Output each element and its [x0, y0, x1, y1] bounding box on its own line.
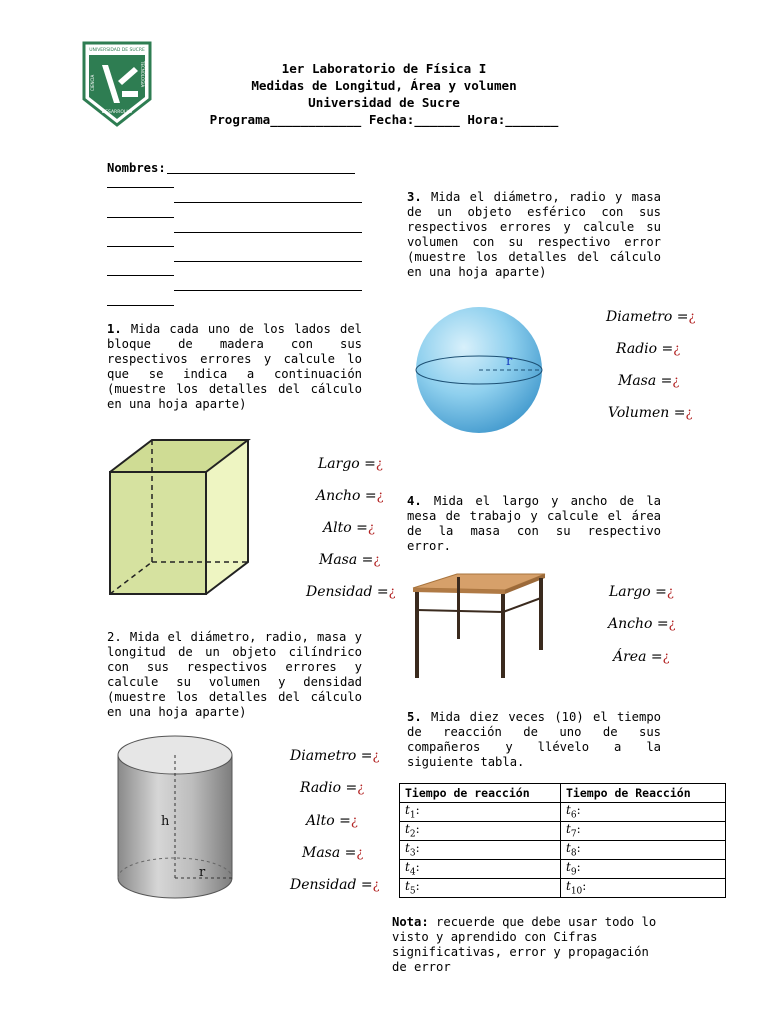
header-line-3: Universidad de Sucre: [308, 95, 460, 110]
table-cell-t3[interactable]: $t_3$:: [400, 841, 561, 860]
name-blank-4b[interactable]: [107, 275, 174, 276]
table-cell-t7[interactable]: $t_7$:: [561, 822, 726, 841]
q3-masa: Masa =¿: [618, 373, 680, 389]
wooden-block-figure: [104, 436, 252, 600]
table-header-left: Tiempo de reacción: [400, 784, 561, 803]
work-table-figure: [405, 568, 550, 683]
table-cell-t6[interactable]: $t_6$:: [561, 803, 726, 822]
logo-right-text: TECNOLOGIA: [140, 61, 145, 88]
sphere-figure: [414, 301, 544, 441]
cylinder-h-label: h: [161, 814, 170, 829]
cylinder-figure: [112, 733, 238, 903]
name-blank-5b[interactable]: [107, 305, 174, 306]
q1-densidad: Densidad =¿: [306, 584, 396, 600]
name-blank-2b[interactable]: [107, 217, 174, 218]
table-row: [400, 841, 726, 860]
q3-volumen: Volumen =¿: [608, 405, 693, 421]
q2-alto: Alto =¿: [306, 813, 358, 829]
note: [392, 915, 664, 975]
q3-body: Mida el diámetro, radio y masa de un objeto esférico con sus respectivos errores y calcule su volumen con su respectivo error (muestre los detalles del cálculo en una hoja aparte): [407, 190, 661, 279]
q1-alto: Alto =¿: [323, 520, 375, 536]
cylinder-r-label: r: [199, 865, 206, 880]
table-cell-t1[interactable]: $t_1$:: [400, 803, 561, 822]
q5-number: 5.: [407, 710, 422, 724]
q1-number: 1.: [107, 322, 122, 336]
header-line-2: Medidas de Longitud, Área y volumen: [251, 78, 517, 93]
header-line-4: Programa____________ Fecha:______ Hora:_______: [209, 112, 559, 127]
q3-text: [407, 190, 661, 280]
q1-masa: Masa =¿: [319, 552, 381, 568]
q4-number: 4.: [407, 494, 422, 508]
name-blank-5[interactable]: [174, 290, 362, 291]
table-cell-t4[interactable]: $t_4$:: [400, 860, 561, 879]
name-blank-4[interactable]: [174, 261, 362, 262]
header-line-1: 1er Laboratorio de Física I: [281, 61, 487, 76]
note-text: recuerde que debe usar todo lo visto y aprendido con Cifras significativas, error y propagación de error: [392, 915, 657, 974]
name-blank-3b[interactable]: [107, 246, 174, 247]
q4-largo: Largo =¿: [609, 584, 674, 600]
table-cell-t10[interactable]: $t_{10}$:: [561, 879, 726, 898]
note-label: Nota:: [392, 915, 429, 929]
reaction-time-table: [399, 783, 726, 898]
sphere-r-label: r: [506, 354, 513, 369]
q2-diametro: Diametro =¿: [290, 748, 380, 764]
q3-number: 3.: [407, 190, 422, 204]
table-row: [400, 803, 726, 822]
name-blank-1b[interactable]: [107, 187, 174, 188]
q2-text: 2. Mida el diámetro, radio, masa y longitud de un objeto cilíndrico con sus respectivos errores y calcule su volumen y densidad (muestre los detalles del cálculo en una hoja aparte): [107, 630, 362, 719]
q3-diametro: Diametro =¿: [606, 309, 696, 325]
q1-text: [107, 322, 362, 412]
table-cell-t2[interactable]: $t_2$:: [400, 822, 561, 841]
q4-ancho: Ancho =¿: [608, 616, 676, 632]
q2-radio: Radio =¿: [300, 780, 365, 796]
q4-body: Mida el largo y ancho de la mesa de trabajo y calcule el área de la masa con su respectivo error.: [407, 494, 661, 553]
q4-text: [407, 494, 661, 554]
q3-radio: Radio =¿: [616, 341, 681, 357]
names-label: Nombres:: [107, 161, 166, 175]
q2-masa: Masa =¿: [302, 845, 364, 861]
university-logo: [82, 41, 152, 127]
logo-left-text: CIENCIA: [90, 74, 95, 91]
table-row: [400, 879, 726, 898]
table-cell-t9[interactable]: $t_9$:: [561, 860, 726, 879]
q2-densidad: Densidad =¿: [290, 877, 380, 893]
table-header-right: Tiempo de Reacción: [561, 784, 726, 803]
table-row: [400, 822, 726, 841]
table-header-row: [400, 784, 726, 803]
q1-largo: Largo =¿: [318, 456, 383, 472]
q1-ancho: Ancho =¿: [316, 488, 384, 504]
name-blank-2[interactable]: [174, 202, 362, 203]
q5-body: Mida diez veces (10) el tiempo de reacción de uno de sus compañeros y llévelo a la siguiente tabla.: [407, 710, 661, 769]
q5-text: [407, 710, 661, 770]
table-row: [400, 860, 726, 879]
table-cell-t8[interactable]: $t_8$:: [561, 841, 726, 860]
table-cell-t5[interactable]: $t_5$:: [400, 879, 561, 898]
q4-area: Área =¿: [613, 649, 670, 665]
name-blank-3[interactable]: [174, 232, 362, 233]
q1-body: Mida cada uno de los lados del bloque de madera con sus respectivos errores y calcule lo que se indica a continuación (muestre los detalles del cálculo en una hoja aparte): [107, 322, 363, 411]
logo-bottom-text: DESARROLLO: [101, 110, 133, 115]
logo-top-text: UNIVERSIDAD DE SUCRE: [89, 48, 145, 53]
name-blank-1[interactable]: [167, 173, 355, 174]
